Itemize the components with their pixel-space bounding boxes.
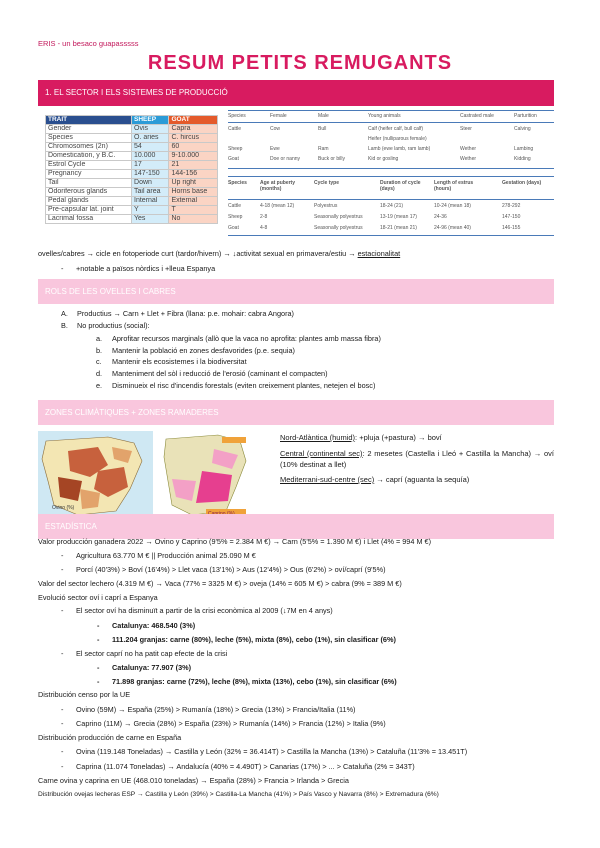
species-table-2-header-cell: Length of estrus (hours) bbox=[434, 180, 474, 192]
species-table-2-cell: 24-96 (mean 40) bbox=[434, 225, 471, 231]
species-table-1-cell: Lamb (ewe lamb, ram lamb) bbox=[368, 146, 431, 152]
species-table-1-cell: Doe or nanny bbox=[270, 156, 301, 162]
trait-cell: Down bbox=[132, 179, 169, 188]
stats-line: - 111.204 granjas: carne (80%), leche (5%), mixta (8%), cebo (1%), sin clasificar (6%) bbox=[112, 635, 396, 644]
trait-table-row bbox=[46, 134, 218, 143]
species-table-1-cell: Wether bbox=[460, 156, 477, 162]
trait-cell: Estrol Cycle bbox=[46, 161, 132, 170]
trait-table-row bbox=[46, 188, 218, 197]
section-header-estadistica: ESTADÍSTICA bbox=[38, 514, 554, 539]
trait-header-cell: SHEEP bbox=[132, 116, 169, 125]
species-table-1-cell: Bull bbox=[318, 126, 327, 132]
species-table-2-cell: 18-24 (21) bbox=[380, 203, 404, 209]
trait-cell: 147-150 bbox=[132, 170, 169, 179]
rols-subitem: d. Manteniment del sòl i reducció de l'erosió (caminant el compacten) bbox=[96, 369, 328, 379]
species-table-1-header-cell: Male bbox=[318, 113, 329, 119]
trait-cell: Tail area bbox=[132, 188, 169, 197]
species-table-2-header-cell: Duration of cycle (days) bbox=[380, 180, 421, 192]
species-table-2-cell: Seasonally polyestrus bbox=[314, 214, 363, 220]
rols-subitem: a. Aprofitar recursos marginals (allò que la vaca no aprofita: plantes amb massa fibra) bbox=[96, 334, 381, 343]
stats-line: - Caprina (11.074 Toneladas) → Andalucía (40% = 4.490T) > Canarias (17%) > ... > Cataluña (2% = 343T) bbox=[76, 762, 415, 771]
section-header-sector: 1. EL SECTOR I ELS SISTEMES DE PRODUCCIÓ bbox=[38, 80, 554, 106]
stats-line: - 71.898 granjas: carne (72%), leche (8%), mixta (13%), cebo (1%), sin clasificar (6%) bbox=[112, 677, 397, 686]
species-table-2-header-cell: Gestation (days) bbox=[502, 180, 542, 186]
page-title: RESUM PETITS REMUGANTS bbox=[147, 52, 453, 74]
species-table-1-cell: Heifer (nulliparous female) bbox=[368, 136, 427, 142]
species-table-1-cell: Cattle bbox=[228, 126, 242, 132]
species-table-2-cell: Polyestrus bbox=[314, 203, 338, 209]
trait-cell: Pedal glands bbox=[46, 197, 132, 206]
stats-line: - Agricultura 63.770 M € || Producción animal 25.090 M € bbox=[76, 551, 256, 560]
trait-header-cell: TRAIT bbox=[46, 116, 132, 125]
species-table-1-header-cell: Female bbox=[270, 113, 287, 119]
species-table-2-cell: 147-150 bbox=[502, 214, 521, 220]
species-table-2-cell: 4-8 bbox=[260, 225, 268, 231]
trait-cell: 21 bbox=[169, 161, 218, 170]
species-table-2-cell: Sheep bbox=[228, 214, 243, 220]
species-table-2-cell: Goat bbox=[228, 225, 239, 231]
trait-table-row bbox=[46, 215, 218, 224]
trait-cell: Ovis bbox=[132, 125, 169, 134]
species-table-1-cell: Kid or gosling bbox=[368, 156, 399, 162]
species-table-1-row bbox=[228, 146, 554, 156]
trait-table-row bbox=[46, 125, 218, 134]
trait-cell: Odoriferous glands bbox=[46, 188, 132, 197]
species-table-1-cell: Ewe bbox=[270, 146, 280, 152]
species-table-1-cell: Buck or billy bbox=[318, 156, 345, 162]
ovino-map bbox=[38, 431, 153, 521]
stats-line: - Catalunya: 468.540 (3%) bbox=[112, 621, 195, 630]
stats-line: - El sector caprí no ha patit cap efecte de la crisi bbox=[76, 649, 227, 658]
species-table-2-cell: Seasonally polyestrus bbox=[314, 225, 363, 231]
trait-cell: Yes bbox=[132, 215, 169, 224]
species-table-1-cell: Steer bbox=[460, 126, 472, 132]
trait-cell: No bbox=[169, 215, 218, 224]
trait-table-row bbox=[46, 152, 218, 161]
trait-table-row bbox=[46, 170, 218, 179]
trait-cell: O. aries bbox=[132, 134, 169, 143]
species-table-1-header-cell: Young animals bbox=[368, 113, 401, 119]
stats-line: Valor del sector lechero (4.319 M €) → Vaca (77% = 3325 M €) > oveja (14% = 605 M €) > cabra (9% = 389 M €) bbox=[38, 579, 402, 588]
species-table-2-cell: 24-36 bbox=[434, 214, 447, 220]
zone-nord-atlantica: Nord-Atlàntica (humid): +pluja (+pastura) → boví bbox=[280, 433, 442, 442]
stats-line: Distribución producción de carne en España bbox=[38, 733, 182, 742]
stats-line: - Caprino (11M) → Grecia (28%) > España (23%) > Rumanía (14%) > Francia (12%) > Italia (9%) bbox=[76, 719, 386, 728]
species-table-1-cell: Sheep bbox=[228, 146, 243, 152]
seasonality-bullet: - +notable a països nòrdics i +lleua Espanya bbox=[76, 264, 215, 273]
list-item-A: A. Productius → Carn + Llet + Fibra (llana: p.e. mohair: cabra Angora) bbox=[61, 309, 294, 318]
rols-subitem: e. Disminueix el risc d'incendis forestals (eviten creixement plantes, netejen el bosc) bbox=[96, 380, 376, 390]
trait-cell: Horns base bbox=[169, 188, 218, 197]
trait-table-row bbox=[46, 179, 218, 188]
top-note: ERIS - un besaco guapasssss bbox=[38, 39, 139, 48]
species-table-2-row bbox=[228, 225, 554, 235]
species-table-1-cell: Calving bbox=[514, 126, 531, 132]
zone-central: Central (continental sec): 2 mesetes (Castella i Lleó + Castilla la Mancha) → oví (10% destinat a llet) bbox=[280, 449, 554, 469]
species-table-2-cell: Cattle bbox=[228, 203, 242, 209]
stats-line: Distribución censo por la UE bbox=[38, 690, 131, 699]
stats-line: Evolució sector oví i caprí a Espanya bbox=[38, 593, 158, 602]
species-table-1-cell: Calf (heifer calf, bull calf) bbox=[368, 126, 424, 132]
species-table-2-header-cell: Species bbox=[228, 180, 247, 186]
species-table-2-cell: 13-19 (mean 17) bbox=[380, 214, 417, 220]
species-table-1-cell: Ram bbox=[318, 146, 329, 152]
stats-line: - Catalunya: 77.907 (3%) bbox=[112, 663, 191, 672]
species-table-1-row bbox=[228, 126, 554, 136]
seasonality-line: ovelles/cabres → cicle en fotoperiode curt (tardor/hivern) → ↓activitat sexual en primavera/estiu → estacionalitat bbox=[38, 249, 401, 258]
trait-cell: Gender bbox=[46, 125, 132, 134]
trait-table-row bbox=[46, 143, 218, 152]
trait-cell: 54 bbox=[132, 143, 169, 152]
trait-table-header bbox=[46, 116, 218, 125]
species-table-2-cell: 146-155 bbox=[502, 225, 521, 231]
trait-cell: C. hircus bbox=[169, 134, 218, 143]
stats-line: Carne ovina y caprina en UE (468.010 toneladas) → España (28%) > Francia > Irlanda > Grecia bbox=[38, 776, 349, 785]
trait-cell: 9-10.000 bbox=[169, 152, 218, 161]
trait-table-row bbox=[46, 161, 218, 170]
species-table-2-cell: 278-292 bbox=[502, 203, 521, 209]
trait-cell: Pre-capsular lat. joint bbox=[46, 206, 132, 215]
species-table-1-cell: Kidding bbox=[514, 156, 531, 162]
trait-cell: Species bbox=[46, 134, 132, 143]
trait-cell: 17 bbox=[132, 161, 169, 170]
species-table-2-cell: 4-18 (mean 12) bbox=[260, 203, 295, 209]
species-table-1-cell: Wether bbox=[460, 146, 477, 152]
ovino-map-label: Ovino (%) bbox=[52, 505, 75, 511]
stats-line: - Ovino (59M) → España (25%) > Rumanía (18%) > Grecia (13%) > Francia/Italia (11%) bbox=[76, 705, 356, 714]
trait-cell: 10.000 bbox=[132, 152, 169, 161]
species-table-2-row bbox=[228, 203, 554, 213]
species-table-1-header-cell: Parturition bbox=[514, 113, 537, 119]
rols-subitem: c. Mantenir els ecosistemes i la biodiversitat bbox=[96, 357, 247, 367]
stats-line: - Ovina (119.148 Toneladas) → Castilla y León (32% = 36.414T) > Castilla la Mancha (13%) > Cataluña (11'3% = 13.451T) bbox=[76, 747, 467, 756]
trait-cell: T bbox=[169, 206, 218, 215]
stats-line: Distribución ovejas lecheras ESP → Castilla y León (39%) > Castilla-La Mancha (41%) > País Vasco y Navarra (8%) > Extremadura (6%) bbox=[38, 791, 439, 798]
trait-cell: Tail bbox=[46, 179, 132, 188]
trait-cell: Lacrimal fossa bbox=[46, 215, 132, 224]
trait-cell: Capra bbox=[169, 125, 218, 134]
trait-cell: 144-156 bbox=[169, 170, 218, 179]
species-table-1-header-cell: Species bbox=[228, 113, 246, 119]
section-header-rols: ROLS DE LES OVELLES I CABRES bbox=[38, 279, 554, 304]
zone-mediterrani: Mediterrani-sud-centre (sec) → caprí (aguanta la sequía) bbox=[280, 475, 470, 484]
species-table-2-header-cell: Cycle type bbox=[314, 180, 340, 186]
species-table-1-row bbox=[228, 136, 554, 146]
section-header-zones: ZONES CLIMÀTIQUES + ZONES RAMADERES bbox=[38, 400, 554, 425]
trait-table-row bbox=[46, 206, 218, 215]
species-table-2-row bbox=[228, 214, 554, 224]
trait-cell: 60 bbox=[169, 143, 218, 152]
trait-header-cell: GOAT bbox=[169, 116, 218, 125]
stats-line: - Porcí (40'3%) > Boví (16'4%) > Llet vaca (13'1%) > Aus (12'4%) > Ous (6'2%) > oví/caprí (9'5%) bbox=[76, 565, 386, 574]
species-table-1-cell: Goat bbox=[228, 156, 239, 162]
trait-cell: Internal bbox=[132, 197, 169, 206]
trait-cell: Chromosomes (2n) bbox=[46, 143, 132, 152]
species-table-1-header-cell: Castrated male bbox=[460, 113, 494, 119]
caprino-map bbox=[162, 431, 252, 521]
species-table-2-cell: 10-24 (mean 18) bbox=[434, 203, 471, 209]
list-item-B: B. No productius (social): bbox=[61, 321, 150, 330]
trait-cell: Y bbox=[132, 206, 169, 215]
stats-line: - El sector oví ha disminuït a partir de la crisi econòmica al 2009 (↓7M en 4 anys) bbox=[76, 606, 333, 615]
trait-table bbox=[45, 115, 218, 224]
trait-cell: Domestication, y B.C. bbox=[46, 152, 132, 161]
species-table-2-cell: 2-8 bbox=[260, 214, 268, 220]
species-table-1-cell: Lambing bbox=[514, 146, 534, 152]
species-table-1-row bbox=[228, 156, 554, 166]
species-tables bbox=[228, 110, 554, 236]
species-table-2-header bbox=[228, 180, 554, 198]
stats-line: Valor producción ganadera 2022 → Ovino y Caprino (9'5% = 2.384 M €) → Carn (5'5% = 1.390 M €) i Llet (4% = 994 M €) bbox=[38, 537, 432, 546]
species-table-1-cell: Cow bbox=[270, 126, 281, 132]
species-table-2-cell: 18-21 (mean 21) bbox=[380, 225, 417, 231]
trait-cell: Pregnancy bbox=[46, 170, 132, 179]
trait-cell: Up right bbox=[169, 179, 218, 188]
trait-cell: External bbox=[169, 197, 218, 206]
trait-table-row bbox=[46, 197, 218, 206]
species-table-2-header-cell: Age at puberty (months) bbox=[260, 180, 296, 192]
rols-subitem: b. Mantenir la població en zones desfavorides (p.e. sequia) bbox=[96, 345, 295, 355]
